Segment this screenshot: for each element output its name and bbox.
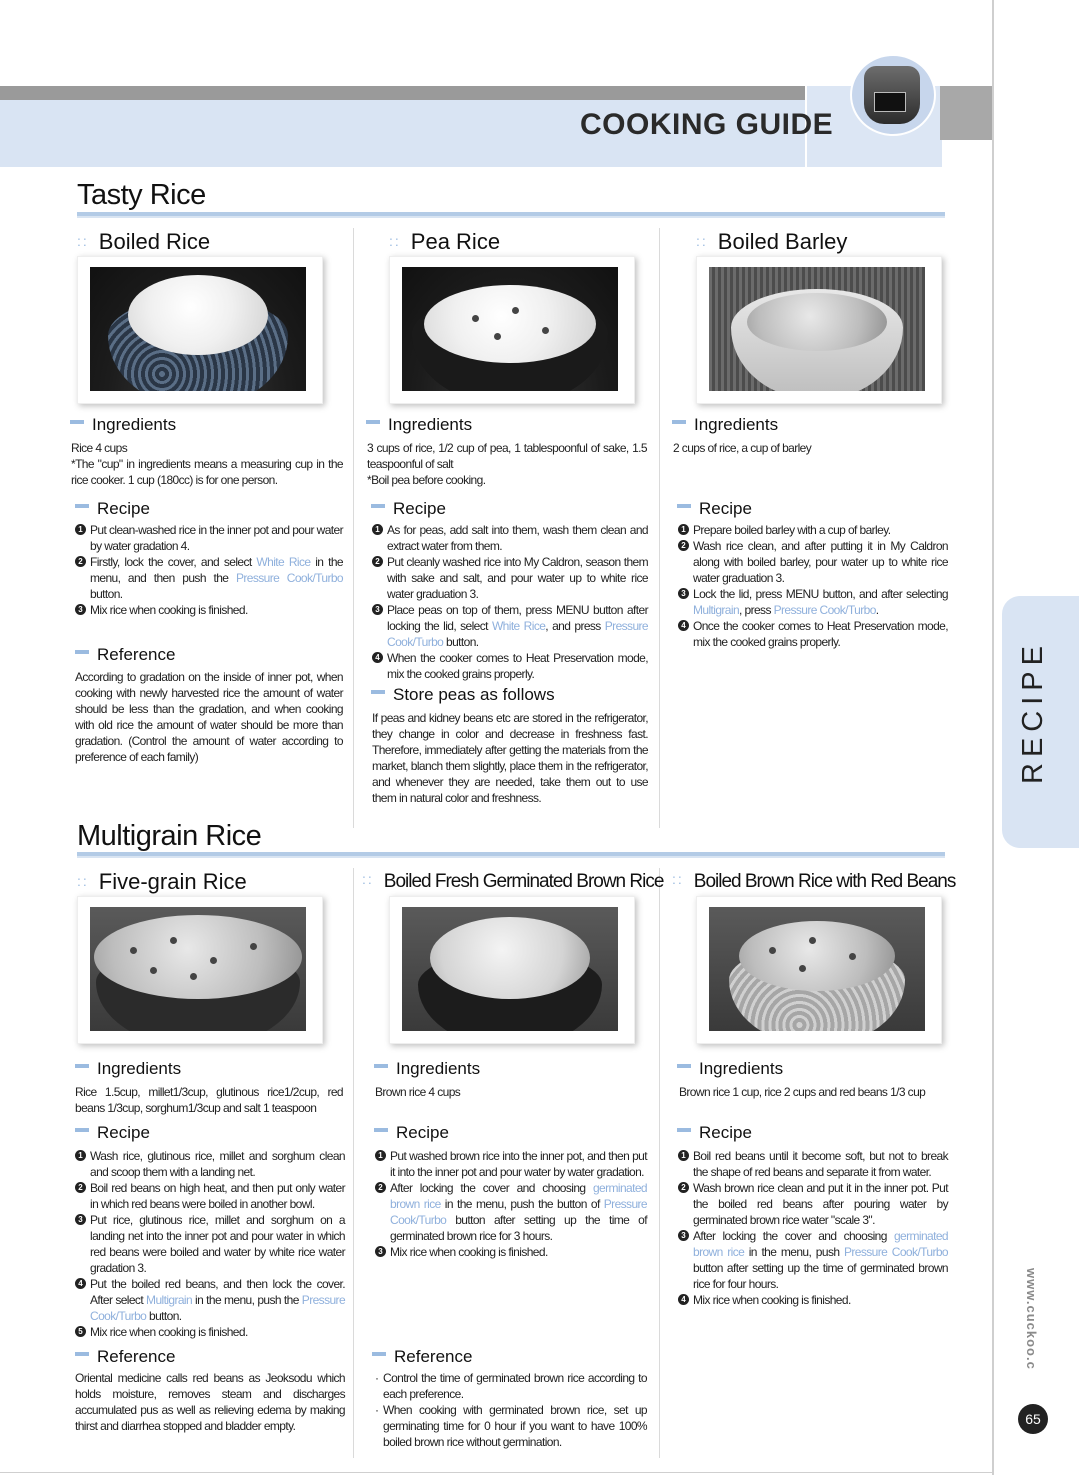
recipe-step: 4 Mix rice when cooking is finished. (678, 1292, 948, 1308)
step-number-icon: 2 (375, 1182, 386, 1193)
page-number: 65 (1018, 1404, 1048, 1434)
menu-term: Pressure Cook/Turbo (843, 1245, 949, 1259)
step-number-icon: 2 (678, 1182, 689, 1193)
recipe-step: 2 Boil red beans on high heat, and then put only water in which red beans were boiled in another bowl. (75, 1180, 345, 1212)
header-gray-block (940, 86, 992, 140)
reference-text: According to gradation on the inside of inner pot, when cooking with newly harvested rice the amount of water should be less than the gradation, and when cooking with old rice the amount of water should be more than gradation. (Control the amount of water according to preference of each family) (75, 670, 343, 764)
reference-heading: Reference (75, 645, 175, 665)
rice-cooker-display-icon (874, 92, 906, 112)
column-divider (353, 868, 354, 1458)
recipe-step: 2 Wash rice clean, and after putting it in My Caldron along with boiled barley, pour water up to white rice water graduation 3. (678, 538, 948, 586)
recipe-steps (75, 1148, 345, 1340)
recipe-step: 1 Boil red beans until it become soft, but not to break the shape of red beans and separate it from water. (678, 1148, 948, 1180)
menu-term: White Rice (491, 619, 546, 633)
step-number-icon: 3 (75, 604, 86, 615)
title-dots-icon: :: (696, 233, 708, 249)
recipe-heading: Recipe (75, 1123, 150, 1143)
menu-term: Pressure Cook/Turbo (773, 603, 876, 617)
website-url: www.cuckoo.c (1024, 1268, 1039, 1370)
recipe-step: 4 When the cooker comes to Heat Preservation mode, mix the cooked grains properly. (372, 650, 648, 682)
recipe-step: 2 After locking the cover and choosing germinated brown rice in the menu, push the button of Pressure Cook/Turbo button after setting up the time of germinated brown rice for 3 hours. (375, 1180, 647, 1244)
step-number-icon: 3 (678, 1230, 689, 1241)
recipe-steps (375, 1148, 647, 1260)
step-number-icon: 2 (75, 1182, 86, 1193)
column-divider (353, 228, 354, 828)
ingredients-text: 2 cups of rice, a cup of barley (673, 441, 812, 455)
menu-term: Pressure Cook/Turbo (90, 1293, 346, 1323)
menu-term: germinated brown rice (693, 1229, 948, 1259)
ingredients-heading: Ingredients (70, 415, 176, 435)
step-number-icon: 4 (678, 1294, 689, 1305)
recipe-heading: Recipe (374, 1123, 449, 1143)
recipe-step: 3 Mix rice when cooking is finished. (375, 1244, 647, 1260)
section-rule (77, 852, 945, 858)
step-number-icon: 1 (75, 524, 86, 535)
recipe-step: 1 Put clean-washed rice in the inner pot and pour water by water gradation 4. (75, 522, 343, 554)
recipe-step: 1 Wash rice, glutinous rice, millet and sorghum clean and scoop them with a landing net. (75, 1148, 345, 1180)
step-number-icon: 1 (375, 1150, 386, 1161)
column-divider (659, 228, 660, 828)
step-number-icon: 2 (75, 556, 86, 567)
recipe-steps (75, 522, 343, 618)
card-title-boiled-rice: :: Boiled Rice (77, 229, 211, 254)
photo-germinated-brown-rice (389, 896, 635, 1044)
recipe-step: 1 Put washed brown rice into the inner pot, and then put it into the inner pot and pour water by water gradation. (375, 1148, 647, 1180)
recipe-step: 2 Put cleanly washed rice into My Caldron, season them with sake and salt, and pour water up to white rice water graduation 3. (372, 554, 648, 602)
ingredients-text: Rice 4 cups *The "cup" in ingredients means a measuring cup in the rice cooker. 1 cup (180cc) is for one person. (71, 441, 343, 487)
step-number-icon: 1 (372, 524, 383, 535)
step-number-icon: 3 (372, 604, 383, 615)
ingredients-heading: Ingredients (672, 415, 778, 435)
recipe-step: 2 Wash brown rice clean and put it in the inner pot. Put the boiled red beans after pouring water by germinated brown rice water "scale 3". (678, 1180, 948, 1228)
menu-term: White Rice (256, 555, 311, 569)
card-title-boiled-barley: :: Boiled Barley (696, 229, 848, 254)
page-edge-line (992, 0, 994, 1475)
recipe-heading: Recipe (677, 1123, 752, 1143)
recipe-step: 1 Prepare boiled barley with a cup of barley. (678, 522, 948, 538)
ingredients-heading: Ingredients (677, 1059, 783, 1079)
step-number-icon: 1 (75, 1150, 86, 1161)
recipe-steps (678, 1148, 948, 1308)
step-number-icon: 4 (75, 1278, 86, 1289)
card-title-five-grain-rice: :: Five-grain Rice (77, 869, 247, 894)
section-title-tasty-rice: Tasty Rice (77, 179, 206, 211)
column-divider (659, 868, 660, 1458)
menu-term: Multigrain (693, 603, 740, 617)
title-dots-icon: :: (77, 233, 89, 249)
step-number-icon: 3 (375, 1246, 386, 1257)
side-tab-label: RECIPE (1017, 640, 1049, 784)
photo-boiled-rice (77, 256, 323, 404)
step-number-icon: 2 (678, 540, 689, 551)
menu-term: Multigrain (146, 1293, 193, 1307)
step-number-icon: 3 (678, 588, 689, 599)
recipe-step: 5 Mix rice when cooking is finished. (75, 1324, 345, 1340)
title-dots-icon: :: (362, 871, 374, 887)
step-number-icon: 4 (678, 620, 689, 631)
title-dots-icon: :: (77, 873, 89, 889)
recipe-heading: Recipe (75, 499, 150, 519)
photo-five-grain-rice (77, 896, 323, 1044)
menu-term: Pressure Cook/Turbo (390, 1197, 647, 1227)
menu-term: Pressure Cook/Turbo (235, 571, 344, 585)
page-title: COOKING GUIDE (580, 108, 834, 141)
photo-pea-rice (389, 256, 635, 404)
recipe-step: 3 Place peas on top of them, press MENU button after locking the lid, select White Rice, and press Pressure Cook/Turbo button. (372, 602, 648, 650)
step-number-icon: 4 (372, 652, 383, 663)
step-number-icon: 2 (372, 556, 383, 567)
ingredients-text: 3 cups of rice, 1/2 cup of pea, 1 tablespoonful of sake, 1.5 teaspoonful of salt *Boil pea before cooking. (367, 441, 647, 487)
menu-term: germinated brown rice (390, 1181, 647, 1211)
store-peas-text: If peas and kidney beans etc are stored in the refrigerator, they change in color and decrease in freshness fast. Therefore, immediately after getting the materials from the market, blanch them slightly, place them in the refrigerator, and whenever they are needed, take them out to use them in natural color and freshness. (372, 711, 648, 805)
section-rule (77, 212, 945, 218)
ingredients-heading: Ingredients (75, 1059, 181, 1079)
reference-list: · Control the time of germinated brown rice according to each preference. · When cooking with germinated brown rice, set up germinating time for 0 hour if you want to have 100% boiled brown rice without germination. (375, 1370, 647, 1450)
title-dots-icon: :: (389, 233, 401, 249)
recipe-steps (372, 522, 648, 682)
card-title-germinated-brown-rice: :: Boiled Fresh Germinated Brown Rice (362, 871, 664, 892)
ingredients-heading: Ingredients (374, 1059, 480, 1079)
card-title-pea-rice: :: Pea Rice (389, 229, 501, 254)
ingredients-text: Brown rice 1 cup, rice 2 cups and red beans 1/3 cup (679, 1085, 926, 1099)
recipe-step: 4 Once the cooker comes to Heat Preservation mode, mix the cooked grains properly. (678, 618, 948, 650)
step-number-icon: 1 (678, 524, 689, 535)
step-number-icon: 3 (75, 1214, 86, 1225)
store-peas-heading: Store peas as follows (371, 685, 555, 705)
recipe-steps (678, 522, 948, 650)
card-title-brown-rice-red-beans: :: Boiled Brown Rice with Red Beans (672, 871, 956, 892)
reference-heading: Reference (372, 1347, 472, 1367)
recipe-step: 2 Firstly, lock the cover, and select White Rice in the menu, and then push the Pressure Cook/Turbo button. (75, 554, 343, 602)
recipe-step: 3 Put rice, glutinous rice, millet and sorghum on a landing net into the inner pot and pour water in which red beans were boiled and water by white rice water gradation 3. (75, 1212, 345, 1276)
recipe-step: 3 Lock the lid, press MENU button, and after selecting Multigrain, press Pressure Cook/Turbo. (678, 586, 948, 618)
menu-term: Pressure Cook/Turbo (387, 619, 648, 649)
recipe-heading: Recipe (371, 499, 446, 519)
recipe-step: 1 As for peas, add salt into them, wash them clean and extract water from them. (372, 522, 648, 554)
ingredients-text: Rice 1.5cup, millet1/3cup, glutinous rice1/2cup, red beans 1/3cup, sorghum1/3cup and salt 1 teaspoon (75, 1085, 343, 1115)
photo-boiled-barley (696, 256, 942, 404)
reference-text: Oriental medicine calls red beans as Jeoksodu which holds moisture, removes steam and discharges accumulated pus as well as relieving edema by making thirst and diarrhea stopped and bladder empty. (75, 1371, 345, 1433)
step-number-icon: 5 (75, 1326, 86, 1337)
recipe-heading: Recipe (677, 499, 752, 519)
recipe-step: 3 After locking the cover and choosing germinated brown rice in the menu, push Pressure Cook/Turbo button after setting up the time of germinated brown rice for four hours. (678, 1228, 948, 1292)
title-dots-icon: :: (672, 871, 684, 887)
photo-brown-rice-red-beans (696, 896, 942, 1044)
recipe-step: 3 Mix rice when cooking is finished. (75, 602, 343, 618)
bottom-line (0, 1472, 992, 1473)
recipe-step: 4 Put the boiled red beans, and then lock the cover. After select Multigrain in the menu, push the Pressure Cook/Turbo button. (75, 1276, 345, 1324)
ingredients-heading: Ingredients (366, 415, 472, 435)
section-title-multigrain-rice: Multigrain Rice (77, 820, 262, 852)
reference-heading: Reference (75, 1347, 175, 1367)
ingredients-text: Brown rice 4 cups (375, 1085, 461, 1099)
step-number-icon: 1 (678, 1150, 689, 1161)
